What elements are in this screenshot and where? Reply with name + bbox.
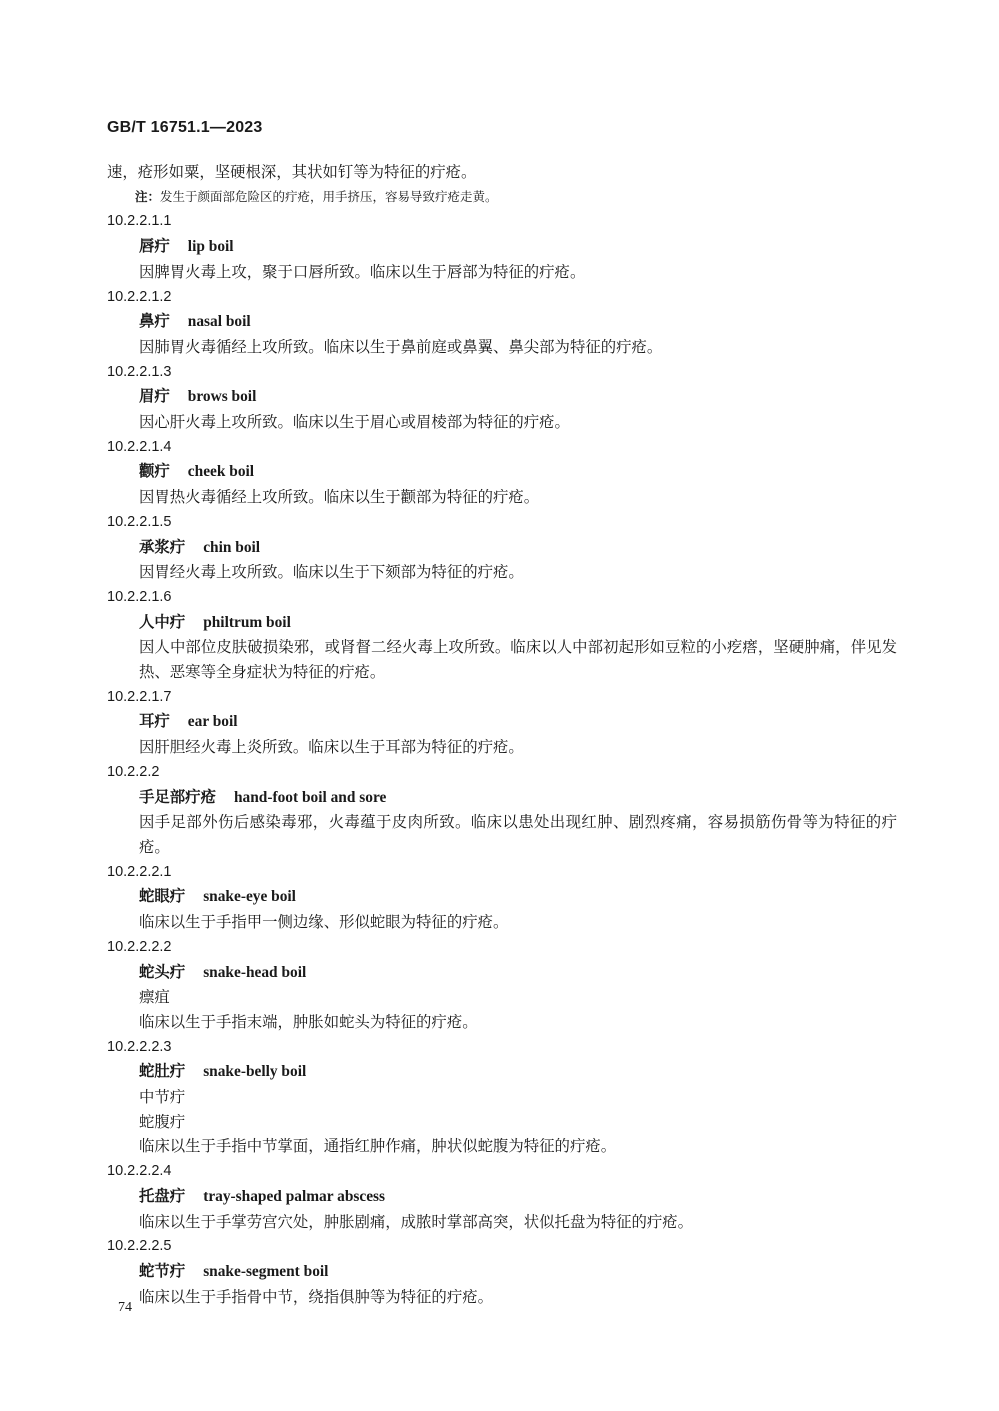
clause-number: 10.2.2.1.5 bbox=[107, 513, 172, 530]
term-synonym: 蛇腹疔 bbox=[139, 1112, 186, 1131]
term-chinese: 唇疔 bbox=[139, 237, 170, 256]
term-english: snake-eye boil bbox=[203, 888, 296, 906]
term-heading bbox=[107, 1184, 897, 1210]
term-heading bbox=[107, 459, 897, 485]
term-english: chin boil bbox=[203, 538, 261, 556]
term-chinese: 承浆疔 bbox=[139, 537, 186, 556]
note bbox=[107, 185, 897, 210]
clause-number: 10.2.2.2.2 bbox=[107, 938, 172, 955]
term-heading bbox=[107, 709, 897, 735]
term-heading bbox=[107, 610, 897, 636]
term-chinese: 颧疔 bbox=[139, 462, 170, 481]
term-synonym: 瘭疽 bbox=[139, 988, 170, 1007]
term-chinese: 鼻疔 bbox=[139, 312, 170, 331]
term-chinese: 蛇头疔 bbox=[139, 962, 186, 981]
term-definition: 因肝胆经火毒上炎所致。临床以生于耳部为特征的疔疮。 bbox=[139, 738, 524, 757]
clause-number: 10.2.2.2.1 bbox=[107, 863, 172, 880]
term-chinese: 人中疔 bbox=[139, 612, 186, 631]
term-heading bbox=[107, 234, 897, 260]
term-english: snake-segment boil bbox=[203, 1262, 329, 1280]
term-chinese: 手足部疔疮 bbox=[139, 787, 216, 806]
document-body bbox=[107, 160, 897, 1309]
term-heading bbox=[107, 384, 897, 410]
term-english: cheek boil bbox=[187, 463, 255, 481]
term-definition: 临床以生于手掌劳宫穴处，肿胀剧痛，成脓时掌部高突，状似托盘为特征的疔疮。 bbox=[139, 1212, 694, 1231]
note-label: 注： bbox=[135, 188, 161, 204]
term-english: snake-belly boil bbox=[203, 1063, 307, 1081]
term-heading bbox=[107, 960, 897, 986]
term-definition: 临床以生于手指甲一侧边缘、形似蛇眼为特征的疔疮。 bbox=[139, 913, 509, 932]
term-english: nasal boil bbox=[187, 313, 251, 331]
term-definition: 因脾胃火毒上攻，聚于口唇所致。临床以生于唇部为特征的疔疮。 bbox=[139, 262, 586, 281]
term-definition: 因手足部外伤后感染毒邪，火毒蕴于皮肉所致。临床以患处出现红肿、剧烈疼痛，容易损筋伤骨等为特征的疔疮。 bbox=[139, 813, 897, 856]
clause-number: 10.2.2.2 bbox=[107, 763, 160, 780]
standard-header: GB/T 16751.1—2023 bbox=[107, 119, 263, 136]
entry-list bbox=[107, 209, 897, 1309]
clause-number: 10.2.2.1.4 bbox=[107, 438, 172, 455]
note-text: 发生于颜面部危险区的疔疮，用手挤压，容易导致疔疮走黄。 bbox=[160, 188, 498, 204]
clause-number: 10.2.2.2.3 bbox=[107, 1038, 172, 1055]
clause-number: 10.2.2.1.1 bbox=[107, 213, 172, 230]
term-heading bbox=[107, 309, 897, 335]
term-definition: 因胃经火毒上攻所致。临床以生于下颏部为特征的疔疮。 bbox=[139, 563, 524, 582]
term-definition: 因心肝火毒上攻所致。临床以生于眉心或眉棱部为特征的疔疮。 bbox=[139, 413, 570, 432]
page-number: 74 bbox=[118, 1300, 132, 1315]
clause-number: 10.2.2.2.4 bbox=[107, 1163, 172, 1180]
term-english: lip boil bbox=[187, 238, 234, 256]
term-english: philtrum boil bbox=[203, 613, 291, 631]
term-heading bbox=[107, 1059, 897, 1085]
clause-number: 10.2.2.1.7 bbox=[107, 688, 172, 705]
term-chinese: 蛇肚疔 bbox=[139, 1062, 186, 1081]
term-english: snake-head boil bbox=[203, 963, 307, 981]
term-definition: 因肺胃火毒循经上攻所致。临床以生于鼻前庭或鼻翼、鼻尖部为特征的疔疮。 bbox=[139, 337, 663, 356]
term-definition: 因胃热火毒循经上攻所致。临床以生于颧部为特征的疔疮。 bbox=[139, 488, 540, 507]
term-heading bbox=[107, 535, 897, 561]
term-definition: 临床以生于手指骨中节，绕指俱肿等为特征的疔疮。 bbox=[139, 1287, 493, 1306]
clause-number: 10.2.2.2.5 bbox=[107, 1238, 172, 1255]
term-heading bbox=[107, 785, 897, 811]
term-english: hand-foot boil and sore bbox=[233, 788, 387, 806]
term-definition: 临床以生于手指中节掌面，通指红肿作痛，肿状似蛇腹为特征的疔疮。 bbox=[139, 1137, 617, 1156]
term-chinese: 蛇眼疔 bbox=[139, 887, 186, 906]
clause-number: 10.2.2.1.2 bbox=[107, 288, 172, 305]
clause-number: 10.2.2.1.3 bbox=[107, 363, 172, 380]
term-heading bbox=[107, 1259, 897, 1285]
term-heading bbox=[107, 884, 897, 910]
term-definition: 临床以生于手指末端，肿胀如蛇头为特征的疔疮。 bbox=[139, 1012, 478, 1031]
term-english: tray-shaped palmar abscess bbox=[203, 1187, 386, 1205]
term-synonym: 中节疔 bbox=[139, 1088, 186, 1107]
term-english: brows boil bbox=[187, 388, 257, 406]
term-chinese: 蛇节疔 bbox=[139, 1261, 186, 1280]
term-chinese: 眉疔 bbox=[139, 387, 170, 406]
term-definition: 因人中部位皮肤破损染邪，或肾督二经火毒上攻所致。临床以人中部初起形如豆粒的小疙瘩，坚硬肿痛，伴见发热、恶寒等全身症状为特征的疔疮。 bbox=[139, 638, 897, 682]
term-chinese: 托盘疔 bbox=[139, 1186, 186, 1205]
term-english: ear boil bbox=[187, 713, 238, 731]
term-chinese: 耳疔 bbox=[139, 712, 170, 731]
intro-line: 速，疮形如粟，坚硬根深，其状如钉等为特征的疔疮。 bbox=[107, 163, 477, 181]
clause-number: 10.2.2.1.6 bbox=[107, 588, 172, 605]
